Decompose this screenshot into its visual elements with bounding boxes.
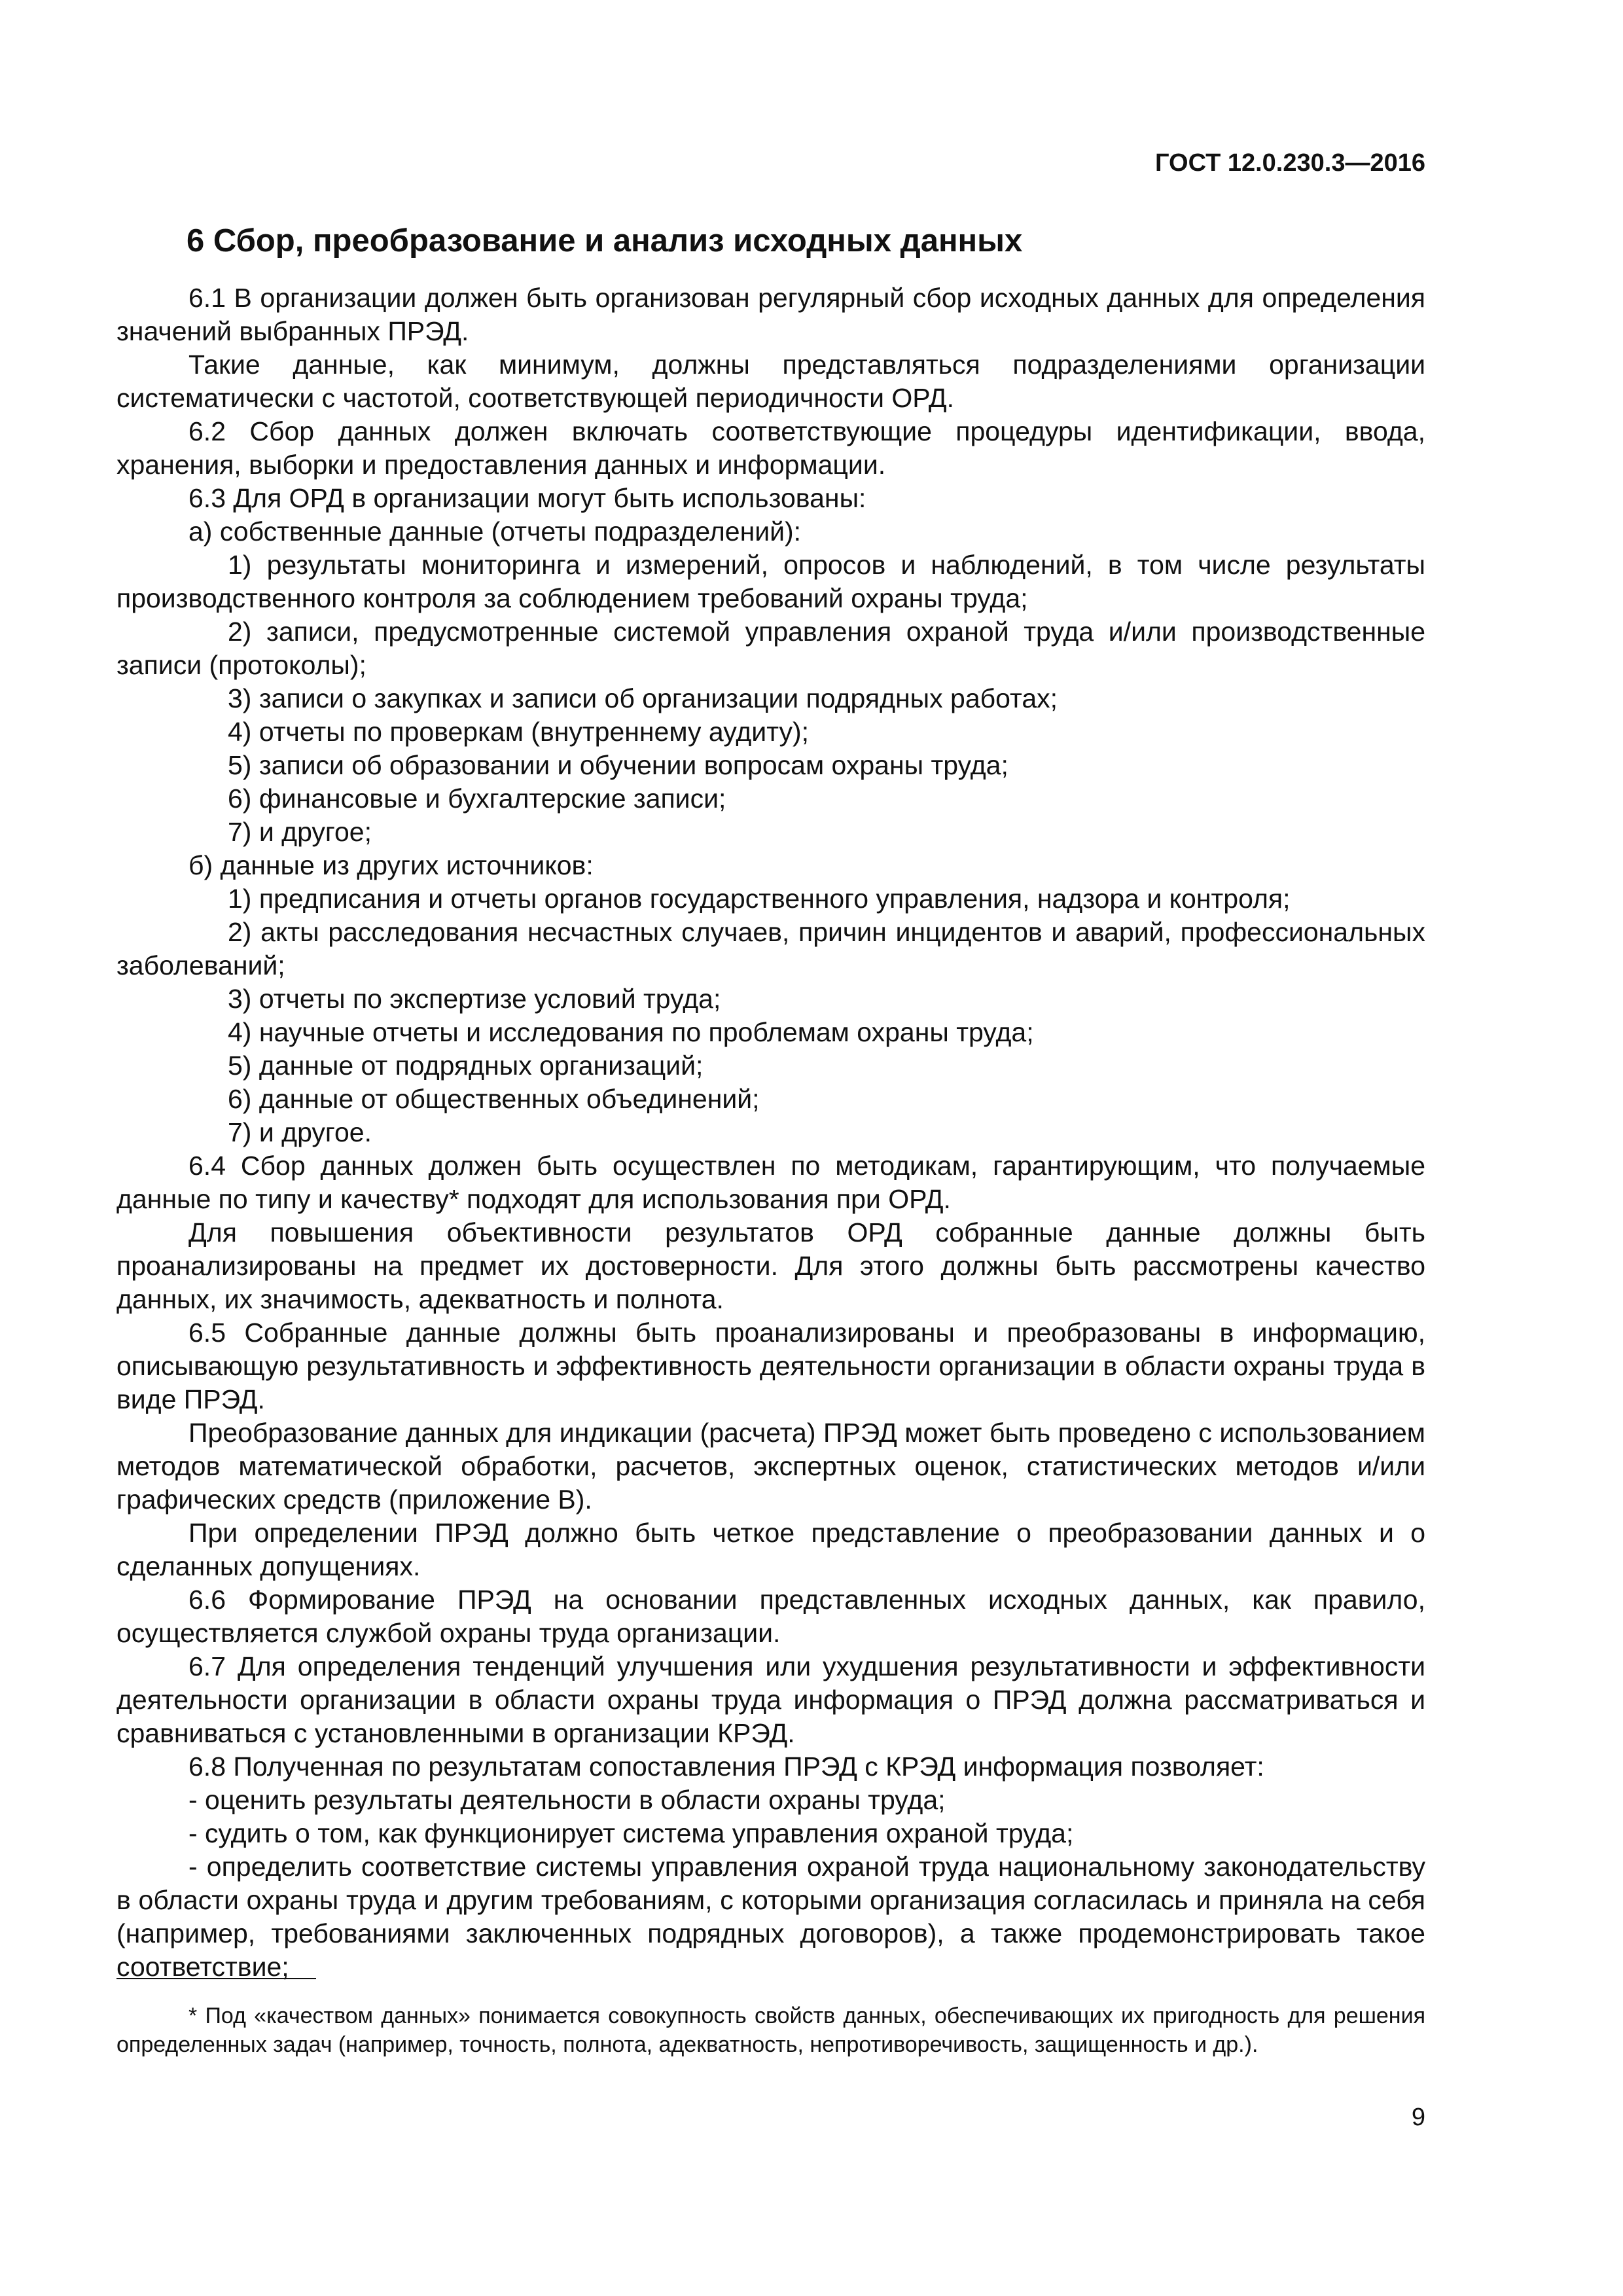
paragraph: 6.6 Формирование ПРЭД на основании представленных исходных данных, как правило, осуществляется службой охраны труда организации. (116, 1585, 1425, 1648)
list-item: 2) акты расследования несчастных случаев, причин инцидентов и аварий, профессиональных заболеваний; (116, 917, 1425, 980)
list-item: 3) отчеты по экспертизе условий труда; (228, 984, 721, 1014)
list-item: - определить соответствие системы управления охраной труда национальному законодательству в области охраны труда и другим требованиям, с которыми организация согласилась и приняла на себя (например, требованиями заключенных подрядных договоров), а также продемонстрировать такое соответствие; (116, 1852, 1425, 1982)
paragraph: Такие данные, как минимум, должны представляться подразделениями организации систематически с частотой, соответствующей периодичности ОРД. (116, 350, 1425, 413)
paragraph: 6.5 Собранные данные должны быть проанализированы и преобразованы в информацию, описывающую результативность и эффективность деятельности организации в области охраны труда в виде ПРЭД. (116, 1318, 1425, 1414)
list-item: 7) и другое; (228, 817, 372, 847)
list-item: 1) предписания и отчеты органов государственного управления, надзора и контроля; (228, 884, 1291, 914)
section-heading: 6 Сбор, преобразование и анализ исходных данных (187, 223, 1023, 259)
paragraph: 6.3 Для ОРД в организации могут быть использованы: (188, 483, 866, 513)
gost-code-header: ГОСТ 12.0.230.3—2016 (1154, 149, 1425, 177)
list-item: 6) данные от общественных объединений; (228, 1084, 760, 1114)
list-item: а) собственные данные (отчеты подразделений): (188, 516, 802, 547)
paragraph: 6.4 Сбор данных должен быть осуществлен по методикам, гарантирующим, что получаемые данные по типу и качеству* подходят для использования при ОРД. (116, 1151, 1425, 1214)
paragraph: 6.8 Полученная по результатам сопоставления ПРЭД с КРЭД информация позволяет: (188, 1751, 1264, 1782)
paragraph: При определении ПРЭД должно быть четкое представление о преобразовании данных и о сделанных допущениях. (116, 1518, 1425, 1581)
list-item: - судить о том, как функционирует система управления охраной труда; (188, 1818, 1074, 1848)
paragraph: Для повышения объективности результатов ОРД собранные данные должны быть проанализированы на предмет их достоверности. Для этого должны быть рассмотрены качество данных, их значимость, адекватность и полнота. (116, 1217, 1425, 1314)
list-item: 4) отчеты по проверкам (внутреннему аудиту); (228, 717, 809, 747)
paragraph: 6.1 В организации должен быть организован регулярный сбор исходных данных для определения значений выбранных ПРЭД. (116, 283, 1425, 346)
list-item: 5) данные от подрядных организаций; (228, 1050, 704, 1081)
list-item: 1) результаты мониторинга и измерений, опросов и наблюдений, в том числе результаты производственного контроля за соблюдением требований охраны труда; (116, 550, 1425, 613)
body-text (116, 281, 1425, 1984)
list-item: б) данные из других источников: (188, 850, 594, 880)
footnote: * Под «качеством данных» понимается совокупность свойств данных, обеспечивающих их пригодность для решения определенных задач (например, точность, полнота, адекватность, непротиворечивость, защищенность и др.). (116, 2003, 1425, 2057)
list-item: 2) записи, предусмотренные системой управления охраной труда и/или производственные записи (протоколы); (116, 617, 1425, 680)
footnote-divider (116, 1978, 316, 1979)
list-item: 7) и другое. (228, 1117, 372, 1147)
paragraph: 6.2 Сбор данных должен включать соответствующие процедуры идентификации, ввода, хранения, выборки и предоставления данных и информации. (116, 416, 1425, 480)
list-item: 3) записи о закупках и записи об организации подрядных работах; (228, 683, 1058, 713)
list-item: 6) финансовые и бухгалтерские записи; (228, 783, 726, 814)
list-item: - оценить результаты деятельности в области охраны труда; (188, 1785, 946, 1815)
list-item: 5) записи об образовании и обучении вопросам охраны труда; (228, 750, 1008, 780)
paragraph: Преобразование данных для индикации (расчета) ПРЭД может быть проведено с использованием методов математической обработки, расчетов, экспертных оценок, статистических методов и/или графических средств (приложение В). (116, 1418, 1425, 1515)
page-number: 9 (1411, 2104, 1425, 2131)
list-item: 4) научные отчеты и исследования по проблемам охраны труда; (228, 1017, 1034, 1047)
paragraph: 6.7 Для определения тенденций улучшения или ухудшения результативности и эффективности деятельности организации в области охраны труда информация о ПРЭД должна рассматриваться и сравниваться с установленными в организации КРЭД. (116, 1651, 1425, 1748)
